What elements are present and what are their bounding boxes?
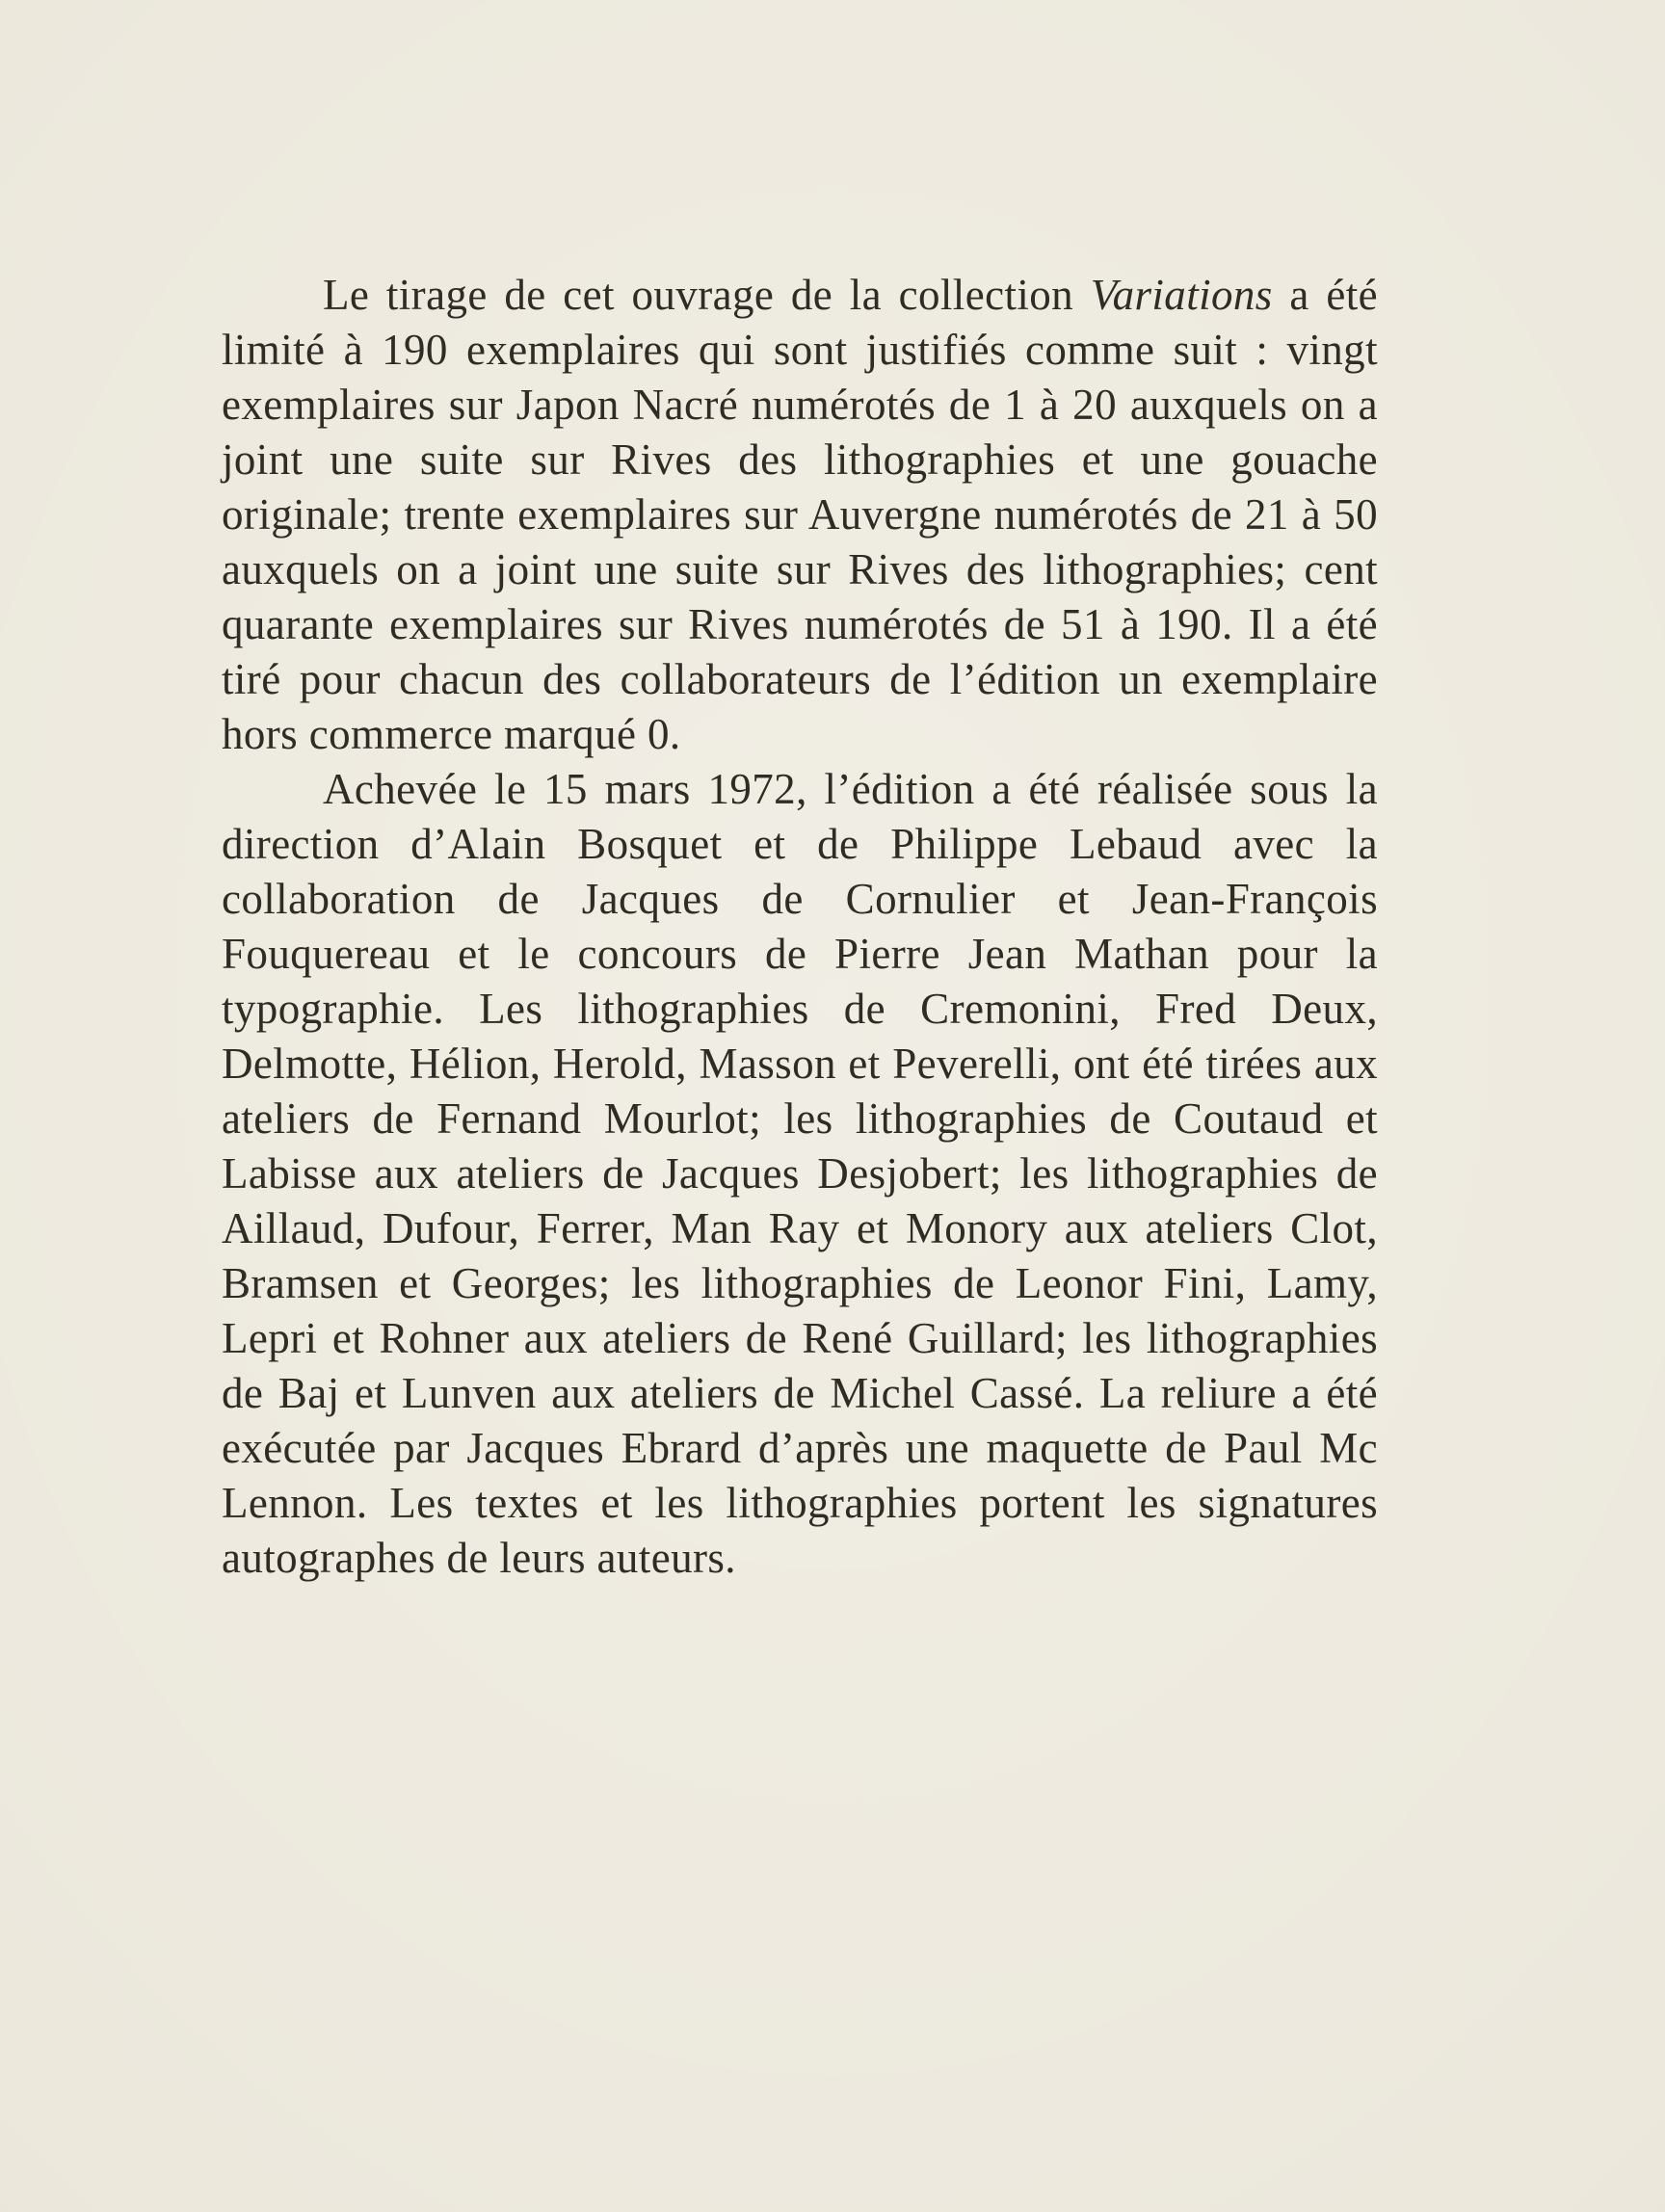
paragraph	[222, 268, 1378, 762]
text-segment: Le tirage de cet ouvrage de la collection	[323, 271, 1091, 319]
text-segment: a été limité à 190 exemplaires qui sont justifiés comme suit : vingt exemplaires sur Japon Nacré numérotés de 1 à 20 auxquels on a joint une suite sur Rives des lithographies et une gouache originale; trente exemplaires sur Auvergne numérotés de 21 à 50 auxquels on a joint une suite sur Rives des lithographies; cent quarante exemplaires sur Rives numérotés de 51 à 190. Il a été tiré pour chacun des collaborateurs de l’édition un exemplaire hors commerce marqué 0.	[222, 271, 1378, 758]
colophon-text	[222, 268, 1378, 1586]
paragraph	[222, 762, 1378, 1586]
text-segment: Achevée le 15 mars 1972, l’édition a été réalisée sous la direction d’Alain Bosquet et de Philippe Lebaud avec la collaboration de Jacques de Cornulier et Jean-François Fouquereau et le concours de Pierre Jean Mathan pour la typographie. Les lithographies de Cremonini, Fred Deux, Delmotte, Hélion, Herold, Masson et Peverelli, ont été tirées aux ateliers de Fernand Mourlot; les lithographies de Coutaud et Labisse aux ateliers de Jacques Desjobert; les lithographies de Aillaud, Dufour, Ferrer, Man Ray et Monory aux ateliers Clot, Bramsen et Georges; les lithographies de Leonor Fini, Lamy, Lepri et Rohner aux ateliers de René Guillard; les lithographies de Baj et Lunven aux ateliers de Michel Cassé. La reliure a été exécutée par Jacques Ebrard d’après une maquette de Paul Mc Lennon. Les textes et les lithographies portent les signatures autographes de leurs auteurs.	[222, 765, 1378, 1582]
collection-title-italic: Variations	[1090, 271, 1273, 319]
